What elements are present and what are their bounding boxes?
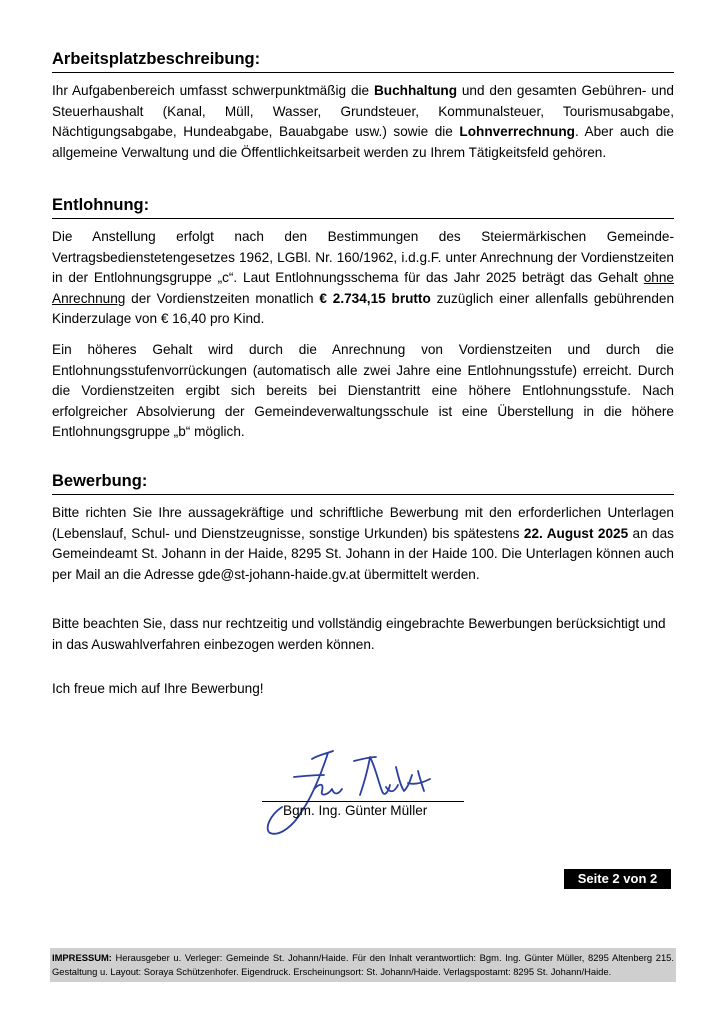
application-paragraph-2: Bitte beachten Sie, dass nur rechtzeitig und vollständig eingebrachte Bewerbungen berücksichtigt und in das Auswahlverfahren einbezogen werden können. bbox=[52, 616, 666, 652]
text-run: Die Anstellung erfolgt nach den Bestimmungen des Steiermärkischen Gemeinde-Vertragsbedienstetengesetzes 1962, LGBl. Nr. 160/1962, i.d.g.F. unter Anrechnung der Vordienstzeiten in der Entlohnungsgruppe „c“. Laut Entlohnungsschema für das Jahr 2025 beträgt das Gehalt bbox=[52, 229, 674, 285]
impressum-label: IMPRESSUM: bbox=[52, 952, 112, 963]
bold-run: 22. August 2025 bbox=[523, 525, 629, 541]
bold-run: € 2.734,15 brutto bbox=[319, 290, 431, 306]
page-number-badge: Seite 2 von 2 bbox=[564, 869, 671, 889]
signature-line bbox=[262, 801, 464, 802]
text-run: der Vordienstzeiten monatlich bbox=[125, 290, 320, 306]
salary-paragraph-2: Ein höheres Gehalt wird durch die Anrechnung von Vordienstzeiten und durch die Entlohnungsstufenvorrückungen (automatisch alle zwei Jahre eine Entlohnungsstufe) erreicht. Durch die Vordienstzeiten ergibt sich bereits bei Dienstantritt eine höhere Entlohnungsstufe. Nach erfolgreicher Absolvierung der Gemeindeverwaltungsschule ist eine Überstellung in die höhere Entlohnungsgruppe „b“ möglich. bbox=[52, 342, 674, 439]
text-run: und den gesamten Gebühren- und Steuerhaushalt (Kanal, Müll, Wasser, Grundsteuer, Kommunalsteuer, Tourismusabgabe, Nächtigungsabgabe, Hundeabgabe, Bauabgabe usw.) sowie die bbox=[52, 83, 674, 139]
application-paragraph-1 bbox=[52, 503, 674, 585]
bold-run: Buchhaltung bbox=[373, 83, 458, 98]
signature bbox=[258, 745, 458, 840]
text-run: an das Gemeindeamt St. Johann in der Haide, 8295 St. Johann in der Haide 100. Die Unterlagen können auch per Mail an die Adresse gde@st-johann-haide.gv.at übermittelt werden. bbox=[52, 525, 674, 582]
text-run: . Aber auch die allgemeine Verwaltung und die Öffentlichkeitsarbeit werden zu Ihrem Tätigkeitsfeld gehören. bbox=[52, 124, 674, 160]
underlined-run: ohne Anrechnung bbox=[52, 270, 674, 306]
text-run: zuzüglich einer allenfalls gebührenden Kinderzulage von € 16,40 pro Kind. bbox=[52, 290, 674, 326]
handwritten-signature-icon bbox=[258, 745, 458, 840]
text-run: Bitte richten Sie Ihre aussagekräftige und schriftliche Bewerbung mit den erforderlichen Unterlagen (Lebenslauf, Schul- und Dienstzeugnisse, sonstige Urkunden) bis spätestens bbox=[52, 505, 674, 541]
impressum-box bbox=[50, 948, 676, 982]
job-description-paragraph bbox=[52, 81, 674, 163]
text-run: Ihr Aufgabenbereich umfasst schwerpunktmäßig die bbox=[52, 83, 374, 98]
closing-line: Ich freue mich auf Ihre Bewerbung! bbox=[52, 681, 264, 696]
bold-run: Lohnverrechnung bbox=[459, 124, 575, 139]
heading-application: Bewerbung: bbox=[52, 472, 674, 495]
heading-job-description: Arbeitsplatzbeschreibung: bbox=[52, 50, 674, 73]
heading-salary: Entlohnung: bbox=[52, 196, 674, 219]
signatory-name: Bgm. Ing. Günter Müller bbox=[283, 803, 428, 818]
salary-paragraph-1 bbox=[52, 227, 674, 330]
impressum-text: Herausgeber u. Verleger: Gemeinde St. Johann/Haide. Für den Inhalt verantwortlich: Bgm. Ing. Günter Müller, 8295 Altenberg 215. Gestaltung u. Layout: Soraya Schützenhofer. Eigendruck. Erscheinungsort: St. Johann/Haide. Verlagspostamt: 8295 St. Johann/Haide. bbox=[52, 952, 674, 977]
